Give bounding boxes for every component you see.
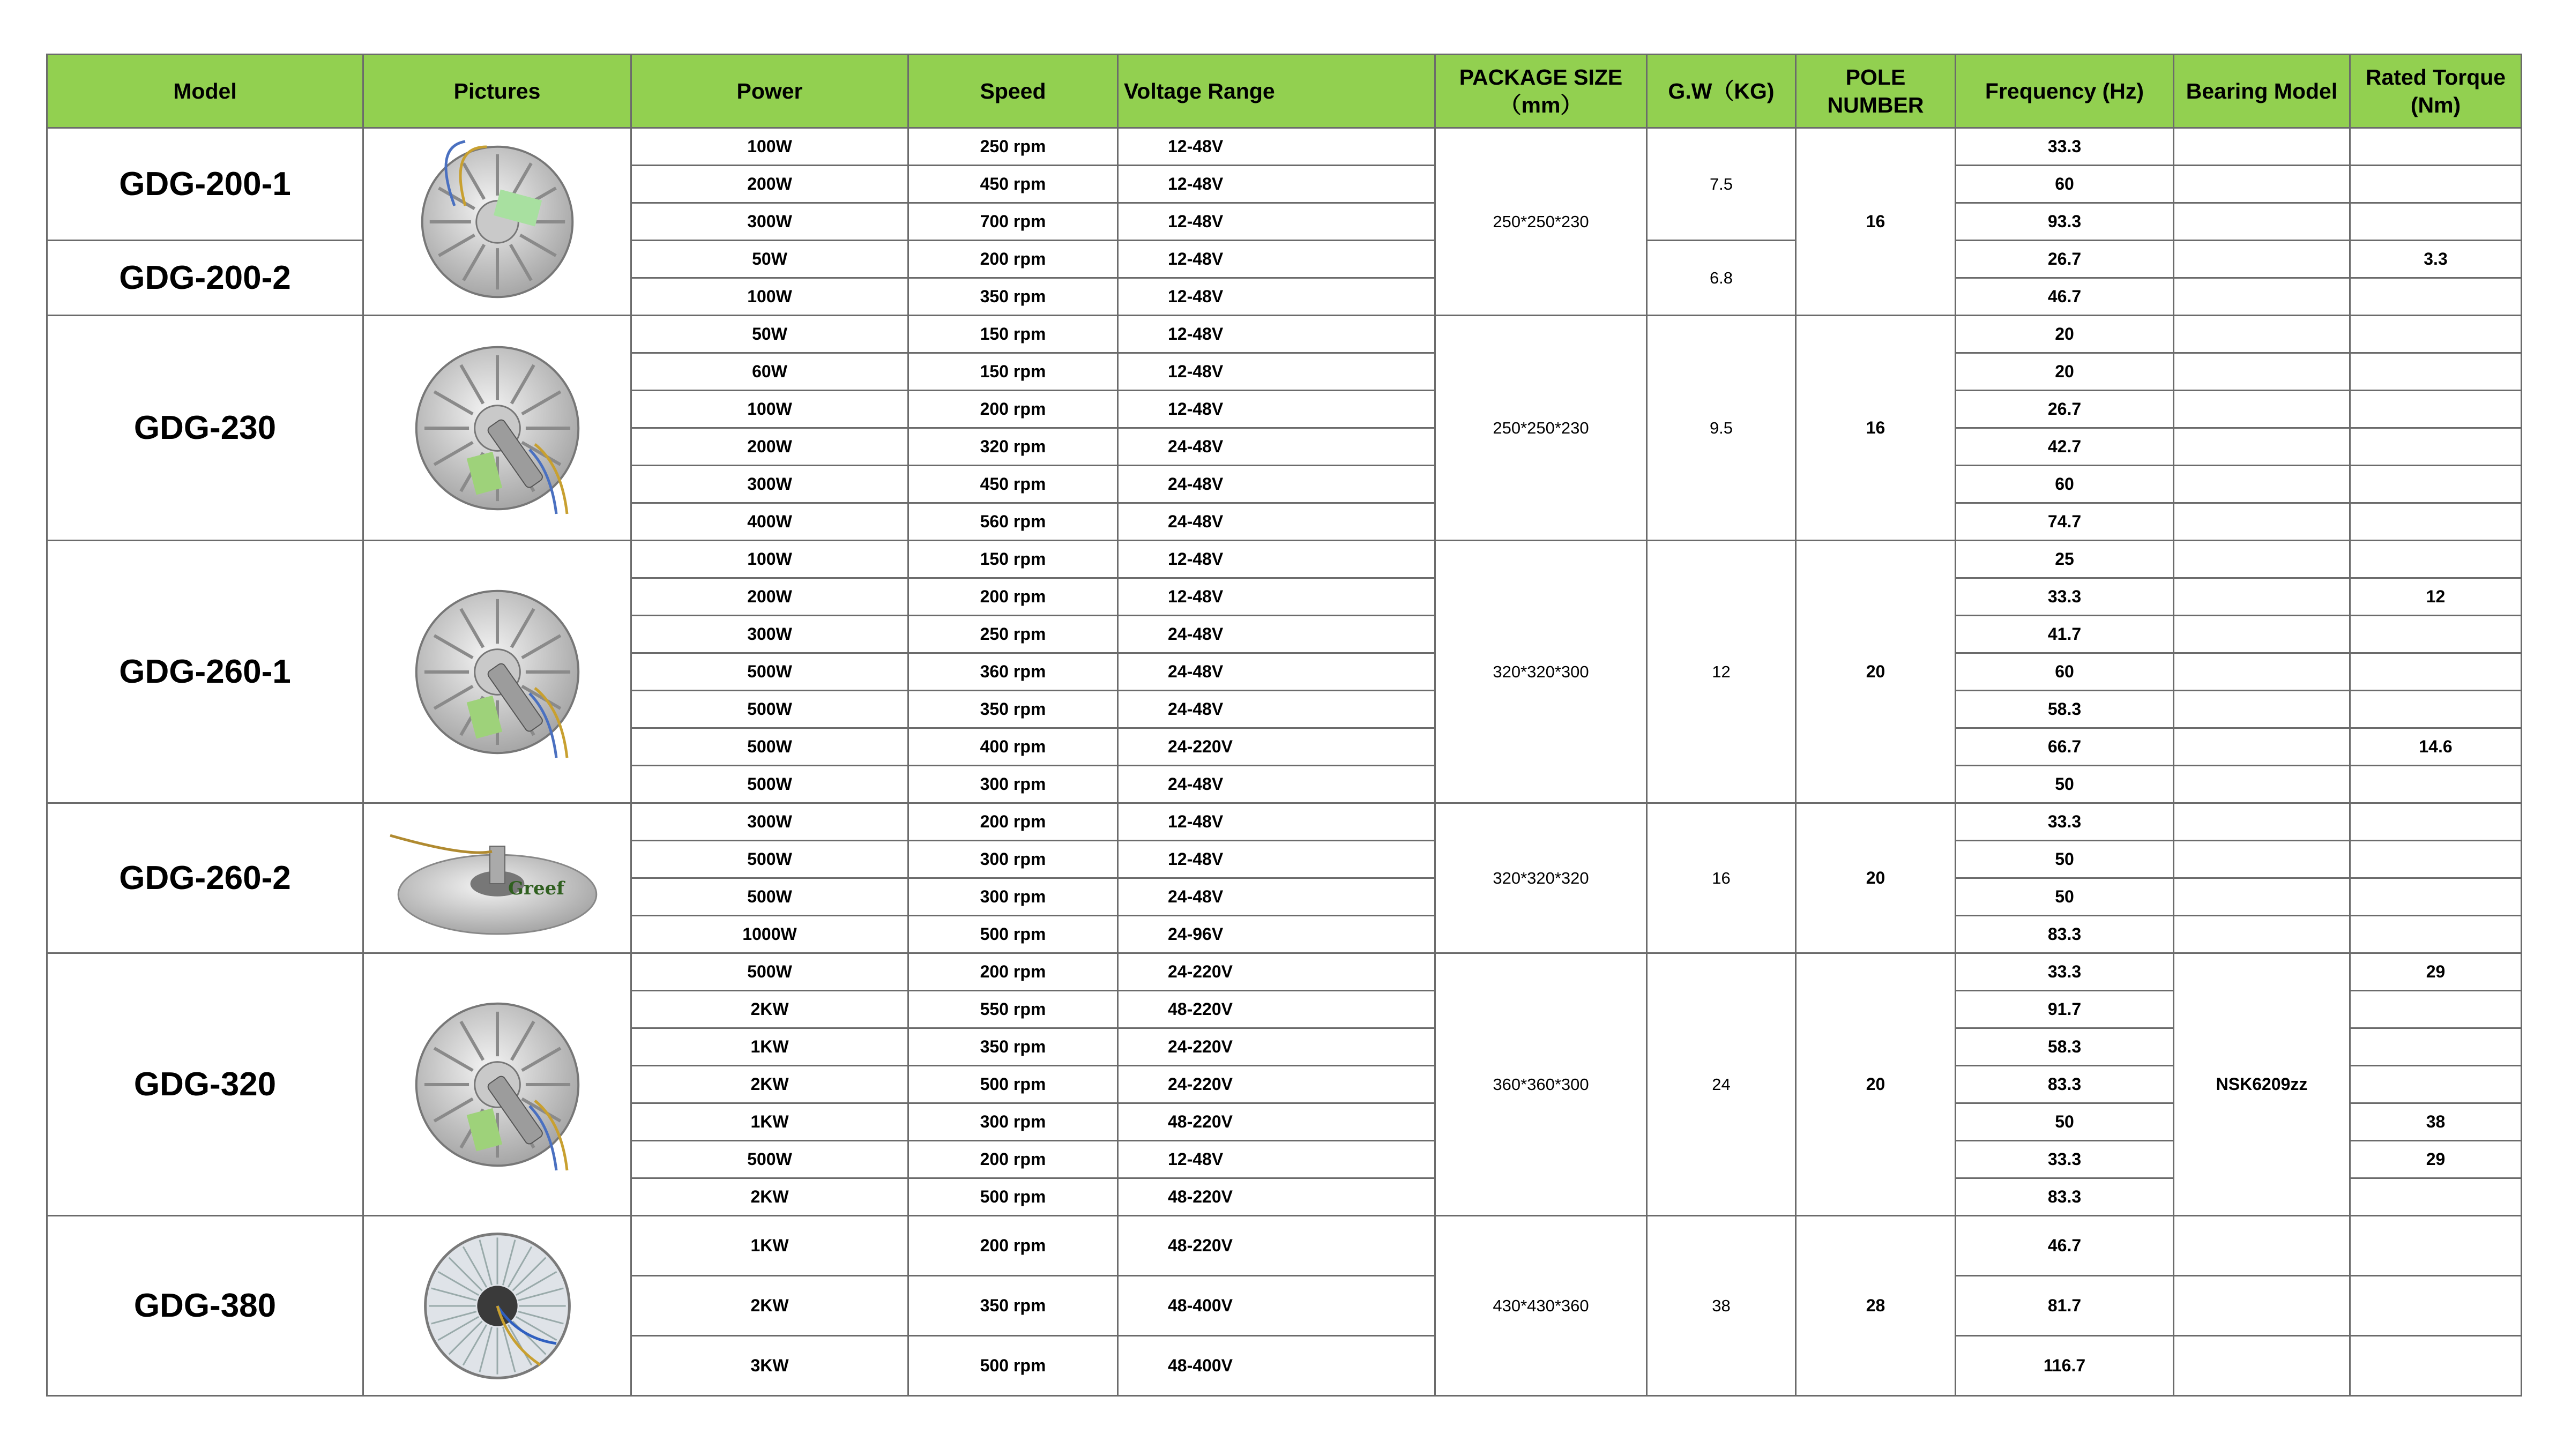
row-speed: 560 rpm <box>908 503 1118 541</box>
row-power: 500W <box>631 1141 908 1178</box>
bearing-model <box>2174 728 2350 766</box>
row-power: 1KW <box>631 1216 908 1276</box>
header-pole-l1: POLE <box>1845 65 1906 89</box>
header-package-l2: （mm） <box>1499 93 1583 117</box>
row-frequency: 50 <box>1956 1103 2174 1141</box>
model-name: GDG-230 <box>47 316 363 541</box>
table-row <box>47 1216 2522 1276</box>
row-power: 500W <box>631 953 908 991</box>
gross-weight: 7.5 <box>1647 128 1796 241</box>
model-name: GDG-320 <box>47 953 363 1216</box>
gross-weight: 12 <box>1647 541 1796 803</box>
spec-table <box>46 54 2522 1397</box>
rated-torque <box>2350 1178 2522 1216</box>
model-name: GDG-200-1 <box>47 128 363 241</box>
product-picture <box>363 316 631 541</box>
rated-torque: 29 <box>2350 953 2522 991</box>
row-voltage: 12-48V <box>1118 841 1435 878</box>
rated-torque: 12 <box>2350 578 2522 616</box>
package-size: 430*430*360 <box>1435 1216 1647 1396</box>
row-frequency: 93.3 <box>1956 203 2174 241</box>
rated-torque: 14.6 <box>2350 728 2522 766</box>
rated-torque <box>2350 1336 2522 1396</box>
row-voltage: 24-48V <box>1118 766 1435 803</box>
bearing-model <box>2174 1216 2350 1276</box>
generator-photo-icon <box>364 1220 630 1392</box>
row-power: 100W <box>631 128 908 166</box>
row-frequency: 50 <box>1956 841 2174 878</box>
row-speed: 320 rpm <box>908 428 1118 466</box>
header-gw: G.W（KG) <box>1647 55 1796 128</box>
row-speed: 500 rpm <box>908 916 1118 953</box>
row-speed: 300 rpm <box>908 878 1118 916</box>
row-power: 200W <box>631 428 908 466</box>
row-power: 100W <box>631 541 908 578</box>
rated-torque <box>2350 428 2522 466</box>
row-voltage: 48-220V <box>1118 1216 1435 1276</box>
header-frequency: Frequency (Hz) <box>1956 55 2174 128</box>
pole-number: 16 <box>1796 128 1956 316</box>
rated-torque <box>2350 203 2522 241</box>
row-voltage: 12-48V <box>1118 128 1435 166</box>
row-speed: 150 rpm <box>908 353 1118 391</box>
row-voltage: 12-48V <box>1118 166 1435 203</box>
row-speed: 200 rpm <box>908 578 1118 616</box>
gross-weight: 38 <box>1647 1216 1796 1396</box>
rated-torque <box>2350 316 2522 353</box>
row-frequency: 46.7 <box>1956 1216 2174 1276</box>
row-voltage: 12-48V <box>1118 203 1435 241</box>
row-speed: 500 rpm <box>908 1178 1118 1216</box>
row-power: 300W <box>631 616 908 653</box>
row-frequency: 50 <box>1956 878 2174 916</box>
row-power: 1KW <box>631 1028 908 1066</box>
rated-torque <box>2350 991 2522 1028</box>
rated-torque <box>2350 803 2522 841</box>
row-voltage: 12-48V <box>1118 578 1435 616</box>
row-power: 400W <box>631 503 908 541</box>
row-frequency: 33.3 <box>1956 578 2174 616</box>
rated-torque: 38 <box>2350 1103 2522 1141</box>
generator-photo-icon <box>364 988 630 1181</box>
gross-weight: 6.8 <box>1647 241 1796 316</box>
row-power: 300W <box>631 466 908 503</box>
rated-torque <box>2350 503 2522 541</box>
pole-number: 20 <box>1796 541 1956 803</box>
bearing-model <box>2174 878 2350 916</box>
row-frequency: 83.3 <box>1956 1178 2174 1216</box>
row-frequency: 116.7 <box>1956 1336 2174 1396</box>
bearing-model <box>2174 916 2350 953</box>
row-speed: 360 rpm <box>908 653 1118 691</box>
row-voltage: 12-48V <box>1118 278 1435 316</box>
row-power: 500W <box>631 766 908 803</box>
row-power: 500W <box>631 878 908 916</box>
rated-torque <box>2350 1276 2522 1336</box>
row-frequency: 20 <box>1956 316 2174 353</box>
row-voltage: 12-48V <box>1118 391 1435 428</box>
product-picture <box>363 128 631 316</box>
product-picture <box>363 803 631 953</box>
bearing-model <box>2174 203 2350 241</box>
row-speed: 450 rpm <box>908 166 1118 203</box>
row-voltage: 24-220V <box>1118 1028 1435 1066</box>
row-speed: 300 rpm <box>908 841 1118 878</box>
table-row <box>47 128 2522 166</box>
row-voltage: 48-220V <box>1118 1178 1435 1216</box>
row-power: 2KW <box>631 1178 908 1216</box>
brand-mark: Greef <box>508 877 564 899</box>
bearing-model <box>2174 166 2350 203</box>
generator-photo-icon <box>364 132 630 311</box>
rated-torque <box>2350 466 2522 503</box>
row-power: 500W <box>631 691 908 728</box>
row-speed: 500 rpm <box>908 1066 1118 1103</box>
row-voltage: 12-48V <box>1118 353 1435 391</box>
row-power: 100W <box>631 391 908 428</box>
rated-torque: 3.3 <box>2350 241 2522 278</box>
model-name: GDG-200-2 <box>47 241 363 316</box>
product-picture <box>363 541 631 803</box>
row-power: 100W <box>631 278 908 316</box>
row-power: 500W <box>631 728 908 766</box>
rated-torque <box>2350 128 2522 166</box>
bearing-model <box>2174 428 2350 466</box>
row-power: 60W <box>631 353 908 391</box>
row-frequency: 91.7 <box>1956 991 2174 1028</box>
row-speed: 350 rpm <box>908 278 1118 316</box>
row-frequency: 58.3 <box>1956 1028 2174 1066</box>
header-package <box>1435 55 1647 128</box>
bearing-model <box>2174 241 2350 278</box>
row-frequency: 60 <box>1956 166 2174 203</box>
row-frequency: 60 <box>1956 466 2174 503</box>
row-speed: 200 rpm <box>908 803 1118 841</box>
table-row <box>47 541 2522 578</box>
header-package-l1: PACKAGE SIZE <box>1459 65 1623 89</box>
header-voltage: Voltage Range <box>1118 55 1435 128</box>
row-frequency: 58.3 <box>1956 691 2174 728</box>
row-frequency: 74.7 <box>1956 503 2174 541</box>
row-voltage: 24-48V <box>1118 428 1435 466</box>
row-voltage: 24-220V <box>1118 953 1435 991</box>
row-speed: 350 rpm <box>908 1276 1118 1336</box>
row-power: 50W <box>631 316 908 353</box>
row-voltage: 24-48V <box>1118 653 1435 691</box>
bearing-model <box>2174 316 2350 353</box>
rated-torque <box>2350 1028 2522 1066</box>
row-speed: 150 rpm <box>908 541 1118 578</box>
package-size: 320*320*300 <box>1435 541 1647 803</box>
bearing-model <box>2174 578 2350 616</box>
generator-photo-icon <box>364 332 630 525</box>
pole-number: 16 <box>1796 316 1956 541</box>
row-frequency: 83.3 <box>1956 1066 2174 1103</box>
row-speed: 300 rpm <box>908 1103 1118 1141</box>
row-voltage: 12-48V <box>1118 241 1435 278</box>
model-name: GDG-380 <box>47 1216 363 1396</box>
header-torque <box>2350 55 2522 128</box>
rated-torque <box>2350 766 2522 803</box>
bearing-model <box>2174 653 2350 691</box>
model-name: GDG-260-2 <box>47 803 363 953</box>
row-voltage: 24-96V <box>1118 916 1435 953</box>
bearing-model <box>2174 503 2350 541</box>
table-row <box>47 803 2522 841</box>
rated-torque <box>2350 278 2522 316</box>
header-torque-l2: (Nm) <box>2410 93 2461 117</box>
row-voltage: 48-220V <box>1118 991 1435 1028</box>
row-voltage: 48-220V <box>1118 1103 1435 1141</box>
row-power: 1000W <box>631 916 908 953</box>
row-frequency: 81.7 <box>1956 1276 2174 1336</box>
bearing-model <box>2174 466 2350 503</box>
rated-torque <box>2350 916 2522 953</box>
row-speed: 200 rpm <box>908 953 1118 991</box>
generator-photo-icon <box>364 576 630 768</box>
bearing-model <box>2174 803 2350 841</box>
row-frequency: 33.3 <box>1956 953 2174 991</box>
pole-number: 20 <box>1796 953 1956 1216</box>
row-speed: 200 rpm <box>908 391 1118 428</box>
rated-torque <box>2350 691 2522 728</box>
package-size: 250*250*230 <box>1435 128 1647 316</box>
row-speed: 400 rpm <box>908 728 1118 766</box>
rated-torque <box>2350 841 2522 878</box>
rated-torque <box>2350 878 2522 916</box>
row-frequency: 83.3 <box>1956 916 2174 953</box>
row-frequency: 66.7 <box>1956 728 2174 766</box>
header-pictures: Pictures <box>363 55 631 128</box>
product-picture <box>363 1216 631 1396</box>
row-speed: 350 rpm <box>908 1028 1118 1066</box>
row-speed: 450 rpm <box>908 466 1118 503</box>
bearing-model <box>2174 766 2350 803</box>
row-speed: 200 rpm <box>908 241 1118 278</box>
row-speed: 550 rpm <box>908 991 1118 1028</box>
row-power: 300W <box>631 803 908 841</box>
row-speed: 700 rpm <box>908 203 1118 241</box>
rated-torque <box>2350 391 2522 428</box>
gross-weight: 24 <box>1647 953 1796 1216</box>
bearing-model: NSK6209zz <box>2174 953 2350 1216</box>
row-power: 3KW <box>631 1336 908 1396</box>
row-voltage: 12-48V <box>1118 1141 1435 1178</box>
header-speed: Speed <box>908 55 1118 128</box>
row-power: 50W <box>631 241 908 278</box>
header-pole-l2: NUMBER <box>1827 93 1924 117</box>
rated-torque <box>2350 353 2522 391</box>
bearing-model <box>2174 1336 2350 1396</box>
row-voltage: 24-48V <box>1118 503 1435 541</box>
row-voltage: 24-220V <box>1118 728 1435 766</box>
row-voltage: 48-400V <box>1118 1276 1435 1336</box>
model-name: GDG-260-1 <box>47 541 363 803</box>
row-frequency: 20 <box>1956 353 2174 391</box>
row-voltage: 48-400V <box>1118 1336 1435 1396</box>
row-speed: 200 rpm <box>908 1216 1118 1276</box>
row-frequency: 42.7 <box>1956 428 2174 466</box>
row-power: 2KW <box>631 1276 908 1336</box>
row-power: 500W <box>631 841 908 878</box>
pole-number: 28 <box>1796 1216 1956 1396</box>
rated-torque <box>2350 541 2522 578</box>
row-power: 1KW <box>631 1103 908 1141</box>
row-frequency: 46.7 <box>1956 278 2174 316</box>
row-frequency: 33.3 <box>1956 1141 2174 1178</box>
bearing-model <box>2174 841 2350 878</box>
gross-weight: 16 <box>1647 803 1796 953</box>
row-voltage: 12-48V <box>1118 316 1435 353</box>
package-size: 360*360*300 <box>1435 953 1647 1216</box>
gross-weight: 9.5 <box>1647 316 1796 541</box>
rated-torque <box>2350 653 2522 691</box>
bearing-model <box>2174 691 2350 728</box>
row-speed: 150 rpm <box>908 316 1118 353</box>
bearing-model <box>2174 353 2350 391</box>
rated-torque <box>2350 1066 2522 1103</box>
generator-photo-icon <box>364 808 630 949</box>
rated-torque <box>2350 166 2522 203</box>
row-power: 200W <box>631 578 908 616</box>
header-model: Model <box>47 55 363 128</box>
row-frequency: 33.3 <box>1956 128 2174 166</box>
row-frequency: 60 <box>1956 653 2174 691</box>
bearing-model <box>2174 616 2350 653</box>
rated-torque: 29 <box>2350 1141 2522 1178</box>
row-power: 300W <box>631 203 908 241</box>
header-pole <box>1796 55 1956 128</box>
row-power: 2KW <box>631 991 908 1028</box>
row-voltage: 24-48V <box>1118 466 1435 503</box>
row-power: 200W <box>631 166 908 203</box>
row-speed: 300 rpm <box>908 766 1118 803</box>
header-bearing: Bearing Model <box>2174 55 2350 128</box>
bearing-model <box>2174 278 2350 316</box>
row-frequency: 50 <box>1956 766 2174 803</box>
rated-torque <box>2350 616 2522 653</box>
bearing-model <box>2174 1276 2350 1336</box>
row-power: 500W <box>631 653 908 691</box>
row-speed: 500 rpm <box>908 1336 1118 1396</box>
header-torque-l1: Rated Torque <box>2365 65 2506 89</box>
row-frequency: 26.7 <box>1956 241 2174 278</box>
row-voltage: 24-48V <box>1118 878 1435 916</box>
package-size: 250*250*230 <box>1435 316 1647 541</box>
row-frequency: 41.7 <box>1956 616 2174 653</box>
table-row <box>47 316 2522 353</box>
row-voltage: 24-48V <box>1118 616 1435 653</box>
row-speed: 250 rpm <box>908 616 1118 653</box>
table-row <box>47 953 2522 991</box>
bearing-model <box>2174 128 2350 166</box>
row-speed: 350 rpm <box>908 691 1118 728</box>
row-frequency: 33.3 <box>1956 803 2174 841</box>
row-voltage: 24-48V <box>1118 691 1435 728</box>
row-voltage: 12-48V <box>1118 803 1435 841</box>
header-row <box>47 55 2522 128</box>
bearing-model <box>2174 541 2350 578</box>
row-speed: 250 rpm <box>908 128 1118 166</box>
row-voltage: 12-48V <box>1118 541 1435 578</box>
package-size: 320*320*320 <box>1435 803 1647 953</box>
pole-number: 20 <box>1796 803 1956 953</box>
row-power: 2KW <box>631 1066 908 1103</box>
row-frequency: 26.7 <box>1956 391 2174 428</box>
row-speed: 200 rpm <box>908 1141 1118 1178</box>
row-frequency: 25 <box>1956 541 2174 578</box>
product-picture <box>363 953 631 1216</box>
row-voltage: 24-220V <box>1118 1066 1435 1103</box>
header-power: Power <box>631 55 908 128</box>
bearing-model <box>2174 391 2350 428</box>
rated-torque <box>2350 1216 2522 1276</box>
